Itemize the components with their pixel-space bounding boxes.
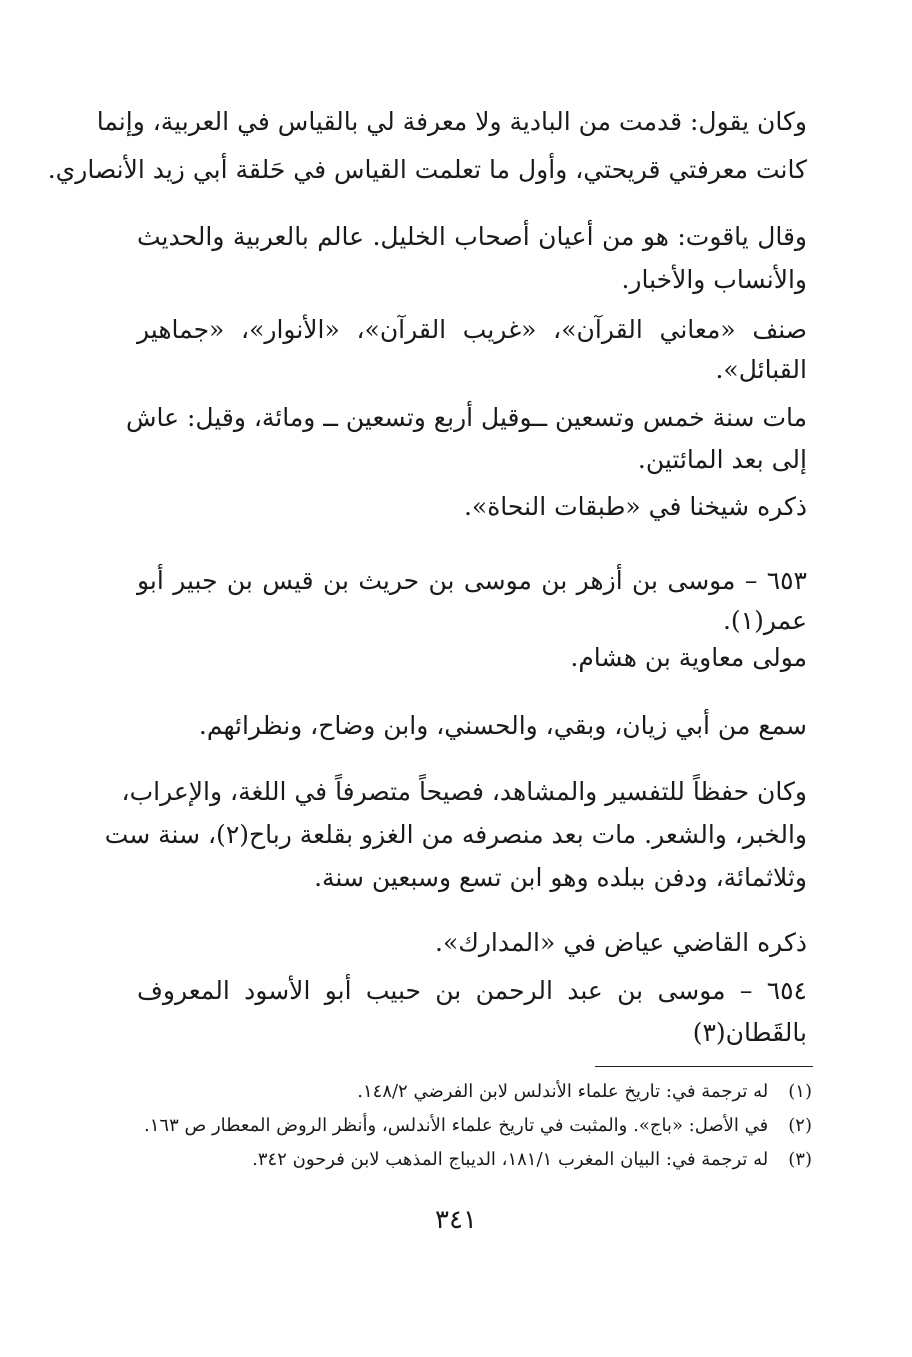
body-line: عمر(١). (722, 606, 807, 635)
footnote-1 (122, 1079, 812, 1107)
footnote-2 (122, 1113, 812, 1141)
body-line: صنف «معاني القرآن»، «غريب القرآن»، «الأنوار»، «جماهير (137, 315, 807, 344)
footnote-text: له ترجمة في: تاريخ علماء الأندلس لابن الفرضي ١٤٨/٢. (357, 1081, 769, 1102)
footnote-text: له ترجمة في: البيان المغرب ١٨١/١، الديباج المذهب لابن فرحون ٣٤٢. (252, 1149, 769, 1170)
body-line: سمع من أبي زيان، وبقي، والحسني، وابن وضاح، ونظرائهم. (198, 711, 807, 740)
body-line: ذكره القاضي عياض في «المدارك». (435, 928, 807, 957)
body-line: مولى معاوية بن هشام. (570, 643, 807, 672)
page-number: ٣٤١ (435, 1205, 477, 1235)
footnote-number: (٣) (788, 1149, 812, 1170)
body-line: ذكره شيخنا في «طبقات النحاة». (463, 492, 807, 521)
body-line: القبائل». (715, 355, 807, 384)
footnote-3 (122, 1147, 812, 1175)
body-line: والأنساب والأخبار. (621, 265, 807, 294)
footnote-number: (٢) (788, 1115, 812, 1136)
footnote-number: (١) (788, 1081, 812, 1102)
footnote-separator (595, 1066, 813, 1067)
body-line: كانت معرفتي قريحتي، وأول ما تعلمت القياس في حَلقة أبي زيد الأنصاري. (47, 155, 807, 184)
body-line: مات سنة خمس وتسعين ــوقيل أربع وتسعين ــ ومائة، وقيل: عاش (125, 403, 807, 432)
body-line: وثلاثمائة، ودفن ببلده وهو ابن تسع وسبعين سنة. (314, 863, 807, 892)
body-line: وقال ياقوت: هو من أعيان أصحاب الخليل. عالم بالعربية والحديث (137, 222, 807, 251)
body-line: إلى بعد المائتين. (637, 445, 807, 474)
entry-heading-653: ٦٥٣ – موسى بن أزهر بن موسى بن حريث بن قيس بن جبير أبو (137, 566, 807, 595)
body-line: وكان يقول: قدمت من البادية ولا معرفة لي بالقياس في العربية، وإنما (96, 107, 807, 136)
body-line: والخبر، والشعر. مات بعد منصرفه من الغزو بقلعة رباح(٢)، سنة ست (104, 820, 807, 849)
footnote-text: في الأصل: «باج». والمثبت في تاريخ علماء الأندلس، وأنظر الروض المعطار ص ١٦٣. (144, 1115, 769, 1136)
body-line: بالقَطان(٣) (692, 1018, 807, 1047)
body-line: وكان حفظاً للتفسير والمشاهد، فصيحاً متصرفاً في اللغة، والإعراب، (121, 777, 807, 806)
entry-heading-654: ٦٥٤ – موسى بن عبد الرحمن بن حبيب أبو الأسود المعروف (137, 976, 807, 1005)
